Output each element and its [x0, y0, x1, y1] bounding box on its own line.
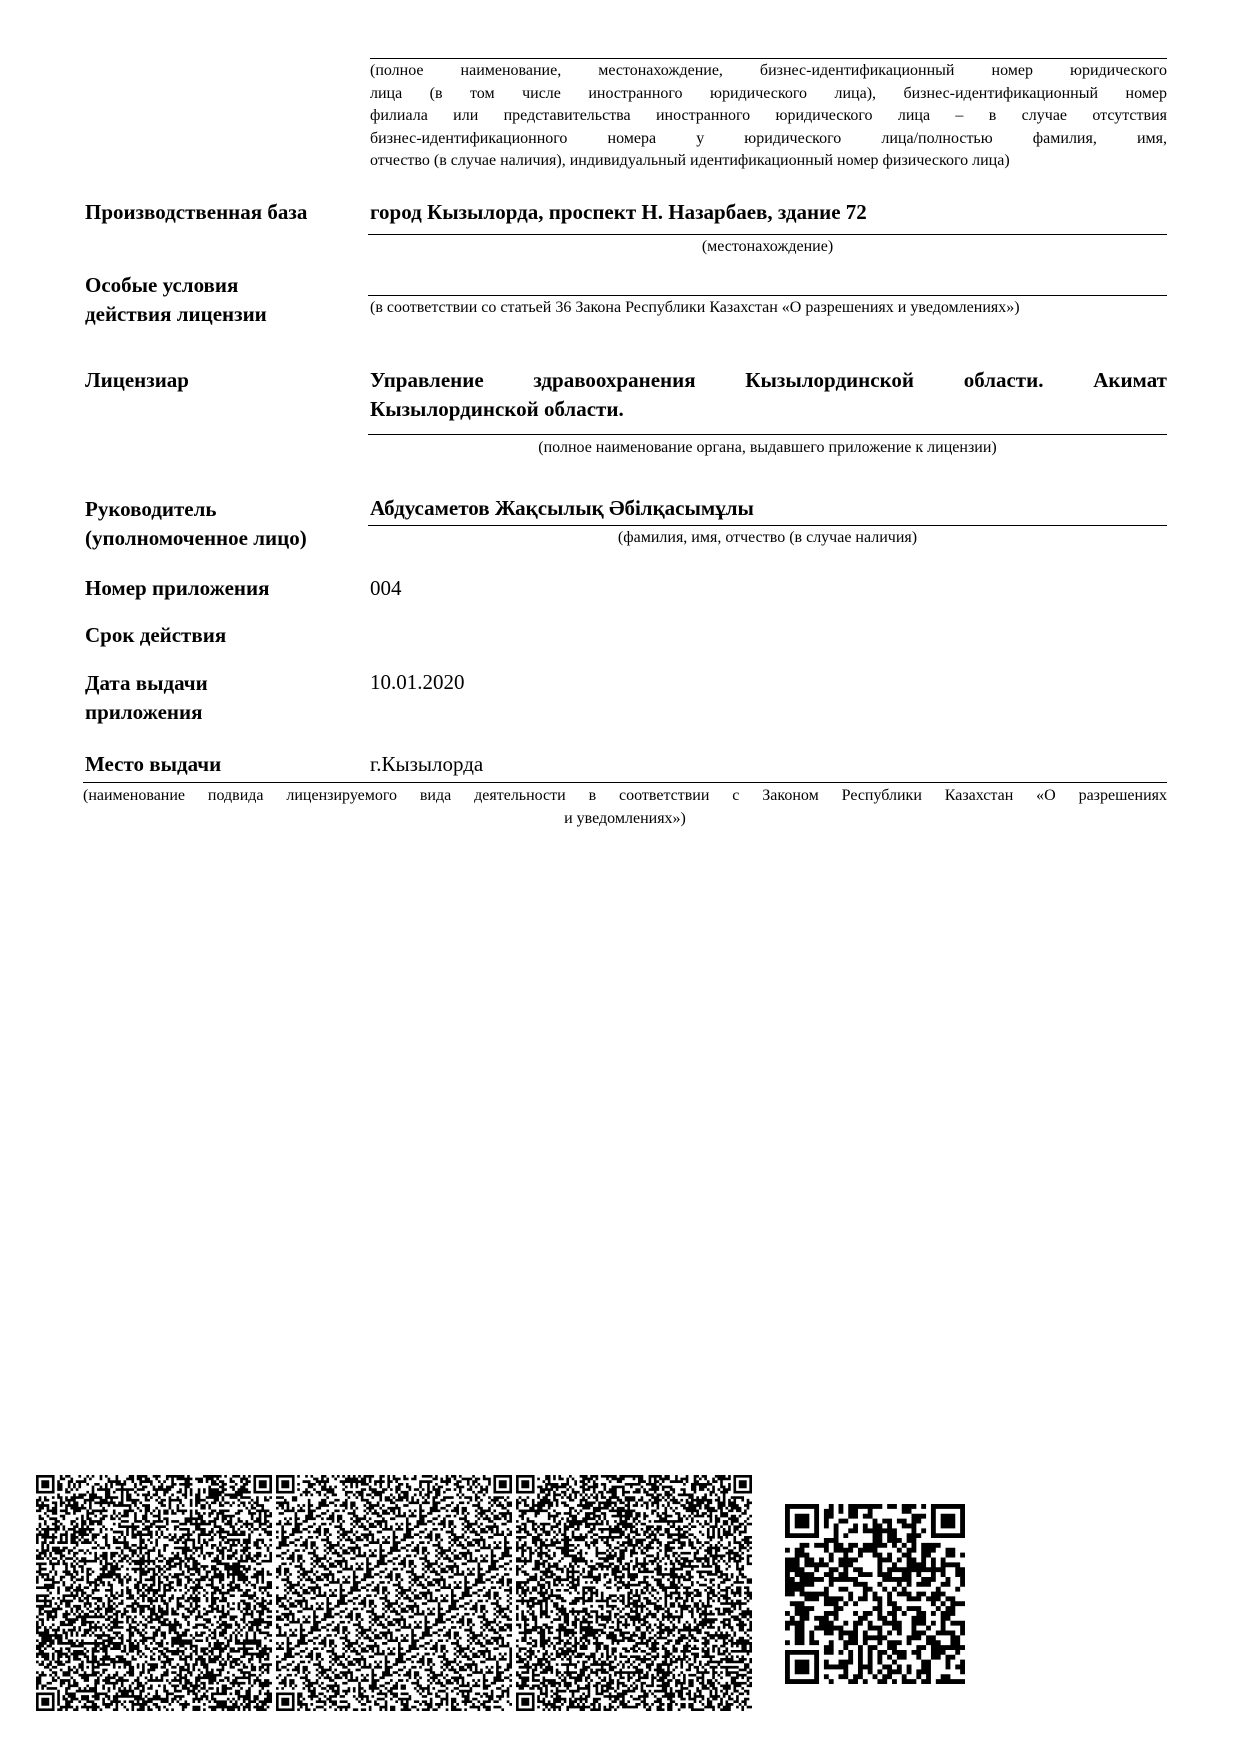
qr-modules	[516, 1475, 752, 1711]
head-value: Абдусаметов Жақсылық Әбілқасымұлы	[370, 496, 754, 520]
footer-caption-line: и уведомлениях»)	[564, 810, 686, 827]
header-caption-line: (полное наименование, местонахождение, бизнес-идентификационный номер юридического	[370, 62, 1167, 79]
production-base-caption: (местонахождение)	[701, 238, 834, 255]
licensor-rule	[368, 434, 1167, 435]
issue-place-label: Место выдачи	[85, 752, 222, 776]
production-base-label: Производственная база	[85, 200, 308, 224]
annex-number-value: 004	[370, 576, 402, 600]
header-top-rule	[370, 58, 1167, 59]
special-conditions-caption: (в соответствии со статьей 36 Закона Республики Казахстан «О разрешениях и уведомлениях»)	[370, 299, 1020, 316]
issue-place-value: г.Кызылорда	[370, 752, 484, 776]
header-caption-line: отчество (в случае наличия), индивидуальный идентификационный номер физического лица)	[370, 152, 1010, 169]
issue-date-label-line: приложения	[85, 700, 203, 724]
footer-caption	[83, 784, 1167, 830]
header-caption-line: лица (в том числе иностранного юридического лица), бизнес-идентификационный номер	[370, 84, 1167, 102]
issue-date-value: 10.01.2020	[370, 670, 465, 694]
licensor-value	[370, 366, 1167, 424]
head-label	[85, 495, 307, 553]
qr-modules	[36, 1475, 272, 1711]
qr-code-2	[276, 1475, 512, 1711]
licensor-caption: (полное наименование органа, выдавшего приложение к лицензии)	[538, 439, 997, 456]
qr-modules	[785, 1504, 965, 1684]
licensor-value-line: Кызылординской области.	[370, 397, 624, 421]
issue-date-label	[85, 669, 208, 727]
issue-date-label-line: Дата выдачи	[85, 671, 208, 695]
issue-place-rule	[83, 782, 1167, 783]
head-caption: (фамилия, имя, отчество (в случае наличия)	[617, 529, 918, 546]
header-caption-line: филиала или представительства иностранного юридического лица – в случае отсутствия	[370, 107, 1167, 124]
header-caption-line: бизнес-идентификационного номера у юридического лица/полностью фамилия, имя,	[370, 129, 1167, 147]
head-label-line: (уполномоченное лицо)	[85, 526, 307, 550]
header-caption	[370, 60, 1167, 173]
footer-caption-line: (наименование подвида лицензируемого вида деятельности в соответствии с Законом Республики Казахстан «О разрешениях	[83, 787, 1167, 804]
head-rule	[368, 525, 1167, 526]
production-base-rule	[368, 234, 1167, 235]
qr-code-1	[36, 1475, 272, 1711]
special-conditions-label	[85, 271, 267, 329]
validity-label: Срок действия	[85, 623, 227, 647]
qr-code-4	[785, 1504, 965, 1684]
licensor-label: Лицензиар	[85, 368, 189, 392]
special-conditions-label-line: Особые условия	[85, 273, 239, 297]
annex-number-label: Номер приложения	[85, 576, 270, 600]
licensor-value-line: Управление здравоохранения Кызылординской области. Акимат	[370, 368, 1167, 392]
qr-modules	[276, 1475, 512, 1711]
qr-code-3	[516, 1475, 752, 1711]
special-conditions-rule	[368, 295, 1167, 296]
production-base-value: город Кызылорда, проспект Н. Назарбаев, здание 72	[370, 200, 867, 224]
special-conditions-label-line: действия лицензии	[85, 302, 267, 326]
head-label-line: Руководитель	[85, 497, 217, 521]
